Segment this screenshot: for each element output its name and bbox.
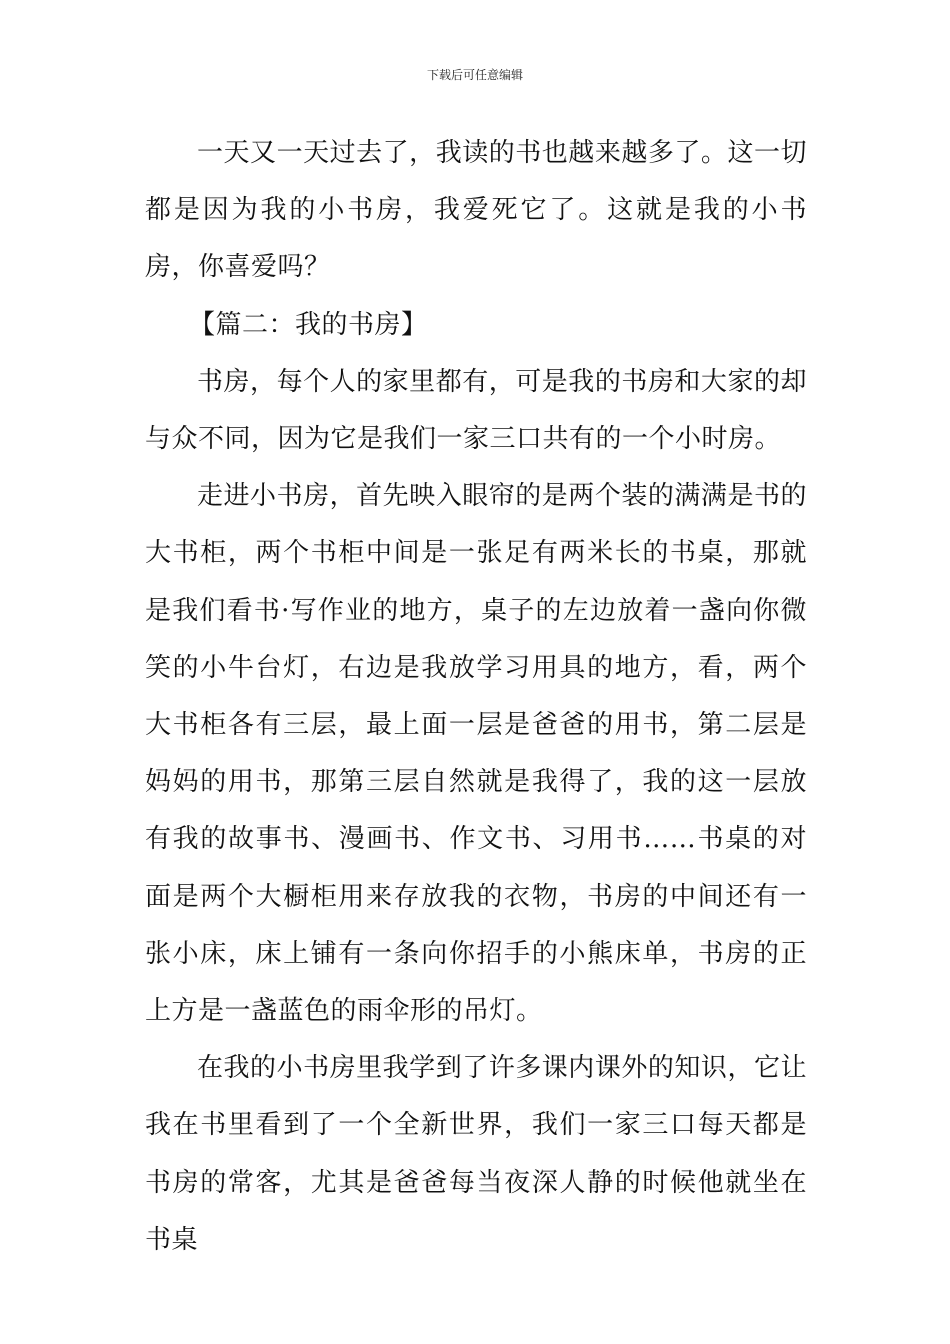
page-header-note: 下载后可任意编辑 xyxy=(426,68,523,82)
paragraph-intro: 书房，每个人的家里都有，可是我的书房和大家的却与众不同，因为它是我们一家三口共有的一个小时房。 xyxy=(145,366,807,455)
paragraph-description: 走进小书房，首先映入眼帘的是两个装的满满是书的大书柜，两个书柜中间是一张足有两米长的书桌，那就是我们看书·写作业的地方，桌子的左边放着一盏向你微笑的小牛台灯，右边是我放学习用具的地方，看，两个大书柜各有三层，最上面一层是爸爸的用书，第二层是妈妈的用书，那第三层自然就是我得了，我的这一层放有我的故事书、漫画书、作文书、习用书……书桌的对面是两个大橱柜用来存放我的衣物，书房的中间还有一张小床，床上铺有一条向你招手的小熊床单，书房的正上方是一盏蓝色的雨伞形的吊灯。 xyxy=(145,481,807,1027)
paragraph-closing-part-one: 一天又一天过去了，我读的书也越来越多了。这一切都是因为我的小书房，我爱死它了。这就是我的小书房，你喜爱吗？ xyxy=(145,138,807,283)
paragraph-reflection: 在我的小书房里我学到了许多课内课外的知识，它让我在书里看到了一个全新世界，我们一家三口每天都是书房的常客，尤其是爸爸每当夜深人静的时候他就坐在书桌 xyxy=(145,1053,807,1255)
section-heading: 【篇二：我的书房】 xyxy=(189,309,428,340)
document-body xyxy=(145,125,807,1269)
